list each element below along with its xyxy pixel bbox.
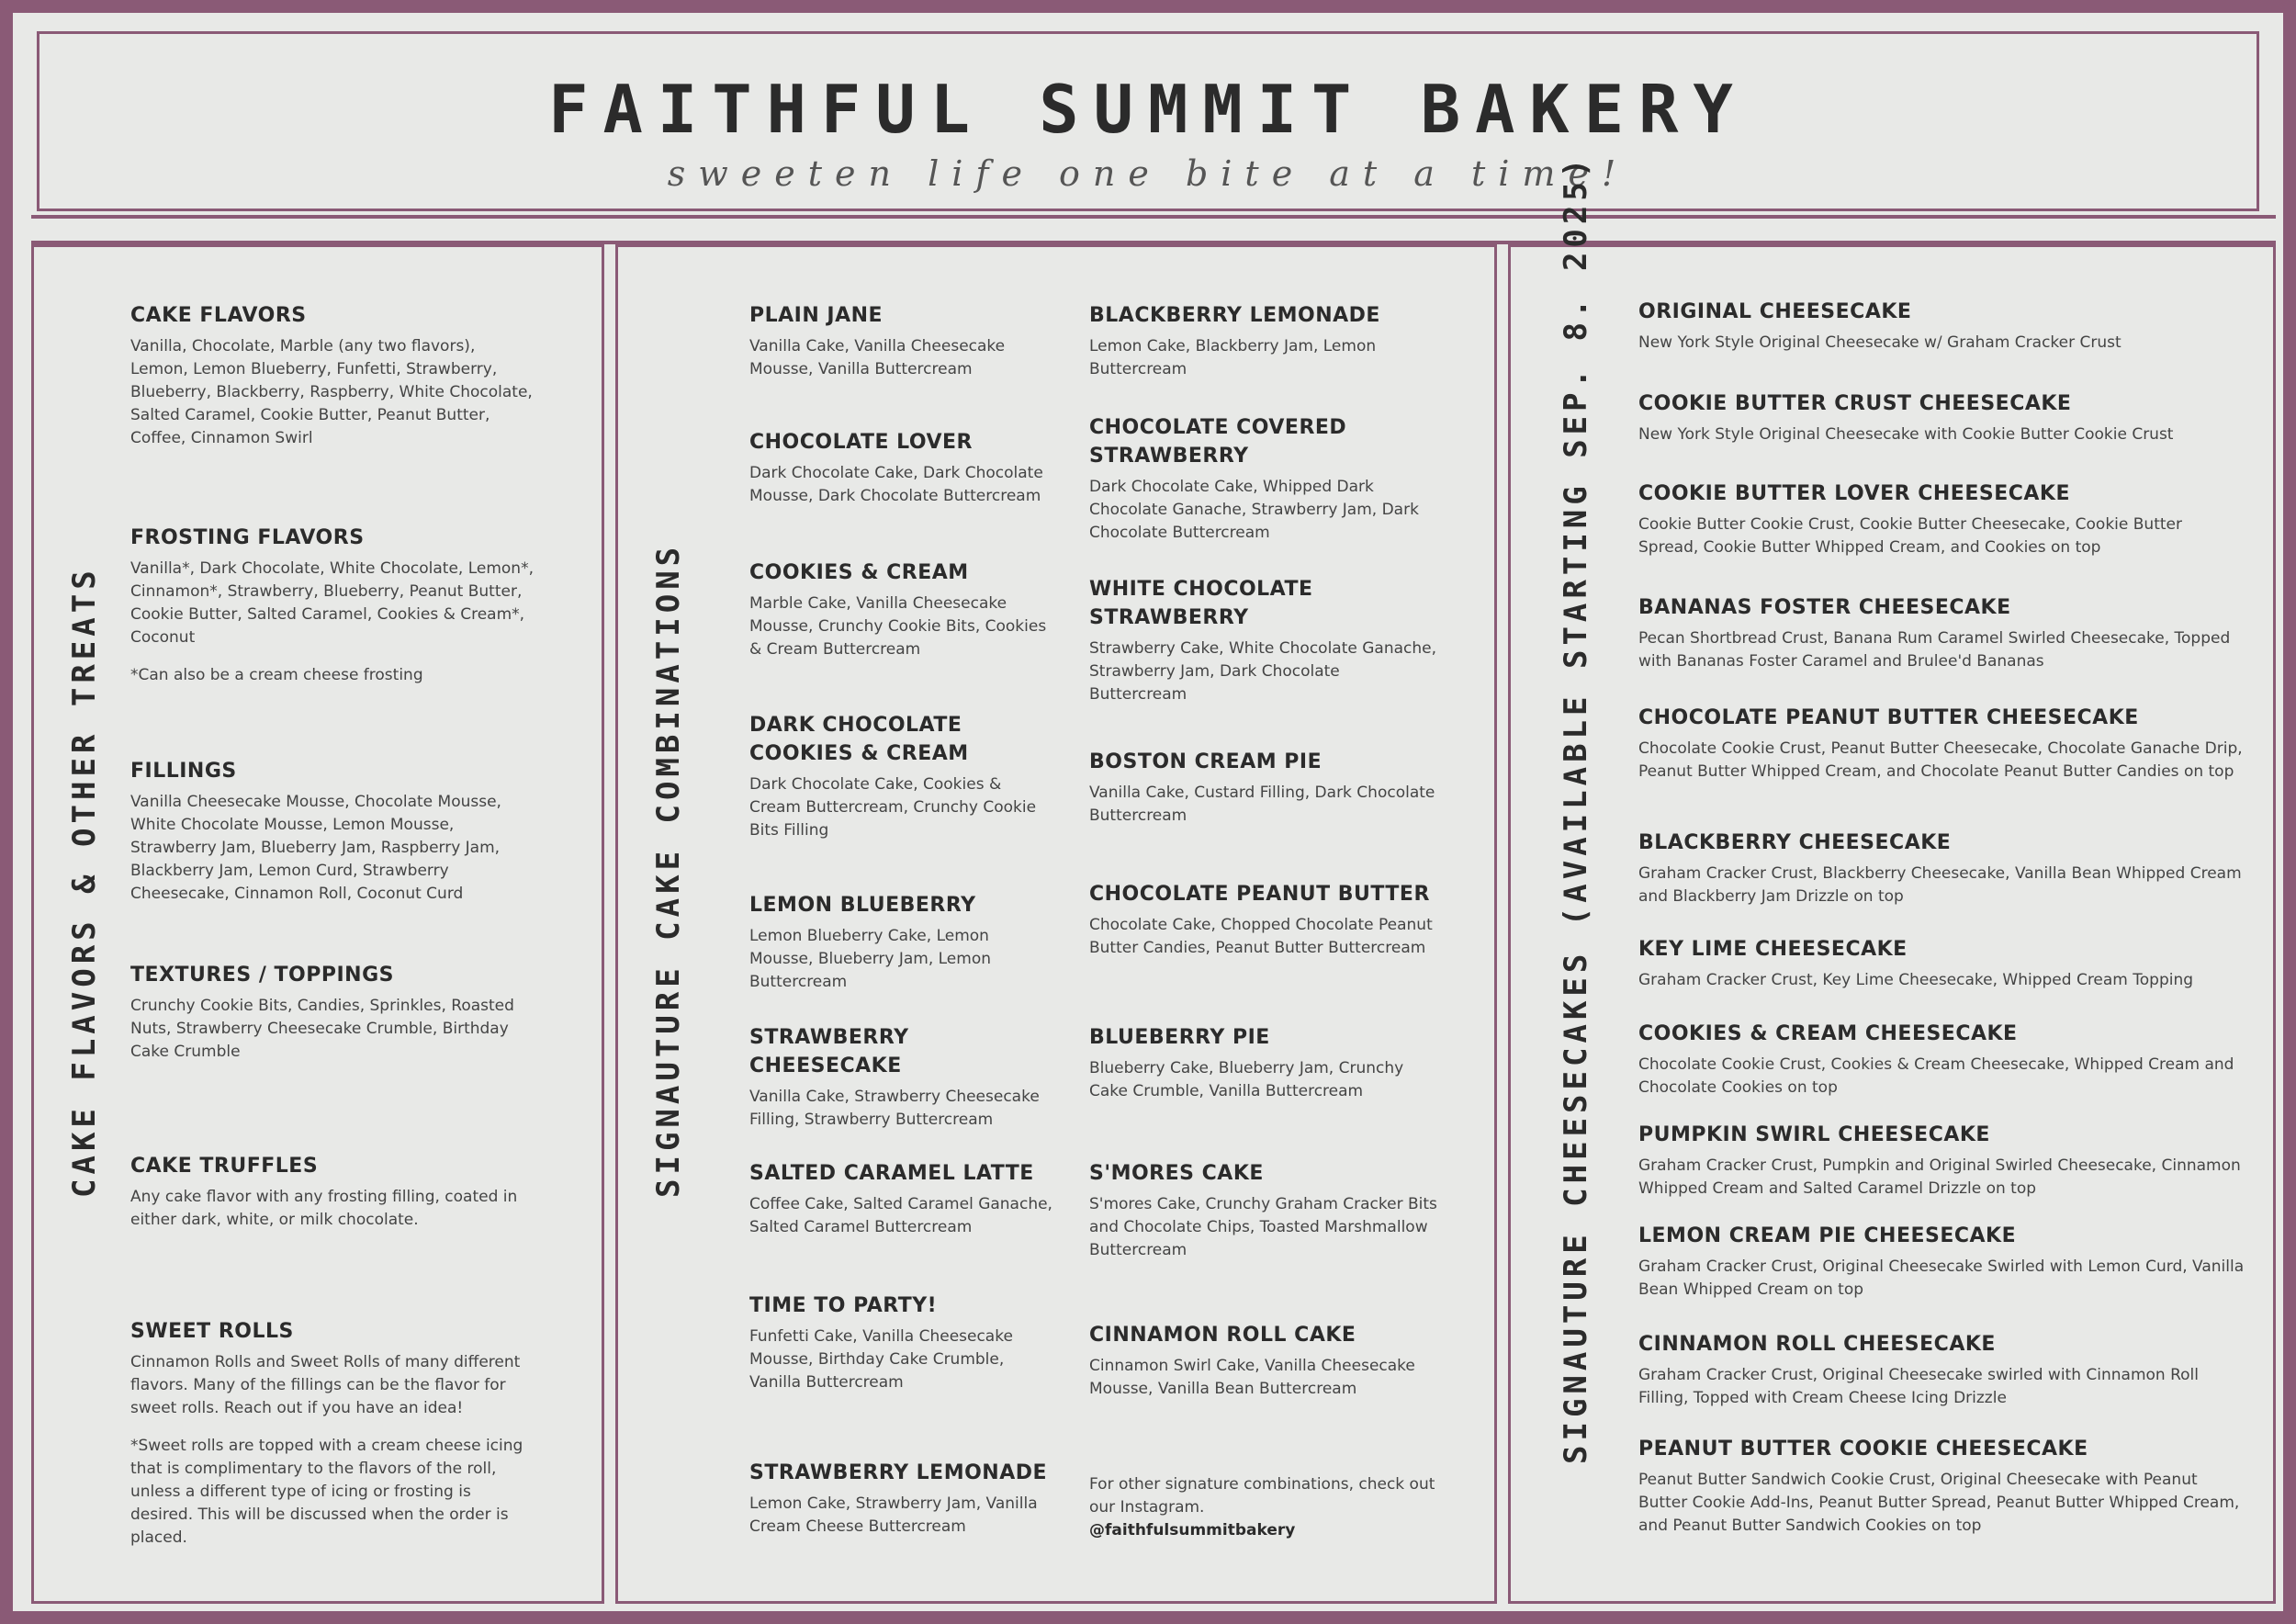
cake-desc: Vanilla Cake, Custard Filling, Dark Chocolate Buttercream [1089, 784, 1435, 825]
section-text: Vanilla, Chocolate, Marble (any two flavors), Lemon, Lemon Blueberry, Funfetti, Strawberry, Blueberry, Blackberry, Raspberry, White Chocolate, Salted Caramel, Cookie Butter, Peanut Butter, Coffee, Cinnamon Swirl [130, 337, 533, 447]
cheesecake-name: PEANUT BUTTER COOKIE CHEESECAKE [1638, 1438, 2088, 1460]
vertical-title-cheesecakes: SIGNAUTURE CHEESECAKES (AVAILABLE STARTING SEP. 8. 2025) [1558, 153, 1594, 1464]
cake-item [749, 711, 1052, 842]
cake-desc: Vanilla Cake, Vanilla Cheesecake Mousse, Vanilla Buttercream [749, 337, 1006, 378]
cake-name: LEMON BLUEBERRY [749, 894, 976, 917]
cheesecake-name: BLACKBERRY CHEESECAKE [1638, 831, 1952, 854]
cake-item [1089, 301, 1438, 381]
cake-desc: Blueberry Cake, Blueberry Jam, Crunchy Cake Crumble, Vanilla Buttercream [1089, 1059, 1404, 1100]
instagram-note [1089, 1473, 1438, 1542]
instagram-handle[interactable]: @faithfulsummitbakery [1089, 1521, 1296, 1539]
cheesecake-name: KEY LIME CHEESECAKE [1638, 938, 1908, 961]
cheesecake-name: CINNAMON ROLL CHEESECAKE [1638, 1333, 1996, 1356]
cake-item [1089, 880, 1438, 960]
section-cake-truffles [130, 1152, 535, 1232]
cheesecake-desc: Chocolate Cookie Crust, Peanut Butter Cheesecake, Chocolate Ganache Drip, Peanut Butter Whipped Cream, and Chocolate Peanut Butter Candies on top [1638, 739, 2243, 781]
cake-name: S'MORES CAKE [1089, 1162, 1264, 1185]
cake-name: PLAIN JANE [749, 304, 884, 327]
section-fillings [130, 757, 535, 906]
cake-desc: Dark Chocolate Cake, Dark Chocolate Mousse, Dark Chocolate Buttercream [749, 464, 1043, 505]
menu-sheet [13, 13, 2283, 1611]
cheesecake-desc: Graham Cracker Crust, Pumpkin and Original Swirled Cheesecake, Cinnamon Whipped Cream and Salted Caramel Drizzle on top [1638, 1156, 2241, 1198]
cheesecake-name: LEMON CREAM PIE CHEESECAKE [1638, 1224, 2017, 1247]
cake-name: CHOCOLATE PEANUT BUTTER [1089, 883, 1430, 906]
cheesecake-item [1638, 298, 2245, 355]
header-box [37, 31, 2259, 211]
cake-name: DARK CHOCOLATE COOKIES & CREAM [749, 714, 969, 765]
cheesecake-item [1638, 479, 2245, 559]
cheesecake-desc: Graham Cracker Crust, Blackberry Cheesecake, Vanilla Bean Whipped Cream and Blackberry Jam Drizzle on top [1638, 864, 2242, 906]
cake-name: SALTED CARAMEL LATTE [749, 1162, 1034, 1185]
vertical-title-cake-flavors: CAKE FLAVORS & OTHER TREATS [66, 566, 103, 1198]
section-note: *Can also be a cream cheese frosting [130, 666, 423, 684]
cake-desc: Coffee Cake, Salted Caramel Ganache, Salted Caramel Buttercream [749, 1195, 1052, 1236]
cake-name: CINNAMON ROLL CAKE [1089, 1324, 1356, 1347]
cheesecake-name: COOKIE BUTTER LOVER CHEESECAKE [1638, 482, 2070, 505]
cake-desc: Dark Chocolate Cake, Cookies & Cream Buttercream, Crunchy Cookie Bits Filling [749, 775, 1037, 840]
cake-item [1089, 575, 1438, 706]
section-text: Crunchy Cookie Bits, Candies, Sprinkles, Roasted Nuts, Strawberry Cheesecake Crumble, Birthday Cake Crumble [130, 997, 514, 1061]
cake-name: BLACKBERRY LEMONADE [1089, 304, 1380, 327]
cheesecake-name: BANANAS FOSTER CHEESECAKE [1638, 596, 2011, 619]
cake-item [749, 1159, 1052, 1239]
section-frosting-flavors [130, 524, 535, 687]
section-heading: FILLINGS [130, 760, 237, 783]
cake-desc: Lemon Blueberry Cake, Lemon Mousse, Blueberry Jam, Lemon Buttercream [749, 927, 992, 991]
cheesecake-desc: Cookie Butter Cookie Crust, Cookie Butter Cheesecake, Cookie Butter Spread, Cookie Butter Whipped Cream, and Cookies on top [1638, 515, 2182, 557]
section-textures [130, 961, 535, 1064]
cheesecake-name: COOKIES & CREAM CHEESECAKE [1638, 1022, 2018, 1045]
cake-item [749, 558, 1052, 661]
section-heading: TEXTURES / TOPPINGS [130, 964, 394, 987]
cheesecake-item [1638, 1121, 2245, 1201]
cake-item [1089, 748, 1438, 828]
cheesecake-desc: Graham Cracker Crust, Original Cheesecake Swirled with Lemon Curd, Vanilla Bean Whipped Cream on top [1638, 1257, 2245, 1299]
cake-item [749, 1023, 1052, 1132]
cake-desc: Vanilla Cake, Strawberry Cheesecake Filling, Strawberry Buttercream [749, 1088, 1040, 1129]
cake-item [749, 891, 1052, 994]
section-text: Vanilla Cheesecake Mousse, Chocolate Mousse, White Chocolate Mousse, Lemon Mousse, Strawberry Jam, Blueberry Jam, Raspberry Jam, Blackberry Jam, Lemon Curd, Strawberry Cheesecake, Cinnamon Roll, Coconut Curd [130, 793, 501, 903]
cheesecake-item [1638, 935, 2245, 992]
section-cake-flavors [130, 301, 535, 450]
cake-name: WHITE CHOCOLATE STRAWBERRY [1089, 578, 1313, 629]
cake-desc: Cinnamon Swirl Cake, Vanilla Cheesecake Mousse, Vanilla Bean Buttercream [1089, 1357, 1415, 1398]
cake-item [749, 1291, 1052, 1394]
cake-name: BOSTON CREAM PIE [1089, 750, 1322, 773]
instagram-note-text: For other signature combinations, check out our Instagram. [1089, 1475, 1435, 1517]
cheesecake-item [1638, 1222, 2245, 1302]
cake-name: BLUEBERRY PIE [1089, 1026, 1270, 1049]
cake-desc: Funfetti Cake, Vanilla Cheesecake Mousse, Birthday Cake Crumble, Vanilla Buttercream [749, 1327, 1013, 1392]
cheesecake-name: CHOCOLATE PEANUT BUTTER CHEESECAKE [1638, 706, 2139, 729]
vertical-title-signature-cakes: SIGNAUTURE CAKE COMBINATIONS [650, 542, 687, 1198]
cheesecake-item [1638, 1020, 2245, 1100]
section-text: Any cake flavor with any frosting filling, coated in either dark, white, or milk chocolate. [130, 1188, 518, 1229]
cake-desc: Chocolate Cake, Chopped Chocolate Peanut Butter Candies, Peanut Butter Buttercream [1089, 916, 1433, 957]
cheesecake-desc: Chocolate Cookie Crust, Cookies & Cream Cheesecake, Whipped Cream and Chocolate Cookies on top [1638, 1055, 2234, 1097]
section-heading: FROSTING FLAVORS [130, 526, 365, 549]
section-heading: CAKE TRUFFLES [130, 1155, 319, 1178]
cheesecake-name: ORIGINAL CHEESECAKE [1638, 300, 1912, 323]
cheesecake-desc: Graham Cracker Crust, Key Lime Cheesecake, Whipped Cream Topping [1638, 971, 2194, 989]
section-sweet-rolls [130, 1317, 535, 1550]
cheesecake-item [1638, 1330, 2245, 1410]
cheesecake-item [1638, 389, 2245, 446]
cheesecake-desc: Pecan Shortbread Crust, Banana Rum Caramel Swirled Cheesecake, Topped with Bananas Foster Caramel and Brulee'd Bananas [1638, 629, 2231, 671]
cake-name: STRAWBERRY CHEESECAKE [749, 1026, 909, 1077]
page-title: FAITHFUL SUMMIT BAKERY [548, 71, 1748, 148]
cake-name: CHOCOLATE COVERED STRAWBERRY [1089, 416, 1347, 468]
cheesecake-item [1638, 1435, 2245, 1538]
cheesecake-item [1638, 829, 2245, 908]
cake-name: TIME TO PARTY! [749, 1294, 938, 1317]
cheesecake-item [1638, 704, 2245, 784]
cake-item [749, 1459, 1052, 1539]
divider-top [31, 215, 2276, 219]
cheesecake-desc: Peanut Butter Sandwich Cookie Crust, Original Cheesecake with Peanut Butter Cookie Add-Ins, Peanut Butter Spread, Peanut Butter Whipped Cream, and Peanut Butter Sandwich Cookies on top [1638, 1471, 2240, 1535]
cake-name: STRAWBERRY LEMONADE [749, 1461, 1048, 1484]
section-heading: SWEET ROLLS [130, 1320, 294, 1343]
cake-desc: S'mores Cake, Crunchy Graham Cracker Bits and Chocolate Chips, Toasted Marshmallow Buttercream [1089, 1195, 1437, 1259]
cheesecake-desc: New York Style Original Cheesecake w/ Graham Cracker Crust [1638, 333, 2122, 352]
cake-item [749, 301, 1052, 381]
cake-desc: Lemon Cake, Strawberry Jam, Vanilla Cream Cheese Buttercream [749, 1494, 1038, 1536]
cake-item [1089, 1023, 1438, 1103]
cheesecake-desc: New York Style Original Cheesecake with Cookie Butter Cookie Crust [1638, 425, 2174, 444]
section-text: Cinnamon Rolls and Sweet Rolls of many different flavors. Many of the fillings can be the flavor for sweet rolls. Reach out if you have an idea! [130, 1353, 521, 1417]
section-text: Vanilla*, Dark Chocolate, White Chocolate, Lemon*, Cinnamon*, Strawberry, Blueberry, Peanut Butter, Cookie Butter, Salted Caramel, Cookies & Cream*, Coconut [130, 559, 534, 647]
cake-name: CHOCOLATE LOVER [749, 431, 973, 454]
cake-desc: Strawberry Cake, White Chocolate Ganache, Strawberry Jam, Dark Chocolate Buttercream [1089, 639, 1437, 704]
cheesecake-name: PUMPKIN SWIRL CHEESECAKE [1638, 1123, 1990, 1146]
cake-item [1089, 413, 1438, 545]
section-heading: CAKE FLAVORS [130, 304, 307, 327]
cake-item [1089, 1159, 1438, 1262]
section-note: *Sweet rolls are topped with a cream cheese icing that is complimentary to the flavors of the roll, unless a different type of icing or frosting is desired. This will be discussed when the order is placed. [130, 1437, 523, 1547]
tagline: sweeten life one bite at a time! [667, 153, 1629, 194]
cake-desc: Dark Chocolate Cake, Whipped Dark Chocolate Ganache, Strawberry Jam, Dark Chocolate Buttercream [1089, 478, 1419, 542]
cake-item [749, 428, 1052, 508]
cheesecake-name: COOKIE BUTTER CRUST CHEESECAKE [1638, 392, 2072, 415]
cake-item [1089, 1321, 1438, 1401]
cake-name: COOKIES & CREAM [749, 561, 969, 584]
cake-desc: Lemon Cake, Blackberry Jam, Lemon Buttercream [1089, 337, 1377, 378]
cheesecake-item [1638, 593, 2245, 673]
cake-desc: Marble Cake, Vanilla Cheesecake Mousse, Crunchy Cookie Bits, Cookies & Cream Buttercream [749, 594, 1047, 659]
cheesecake-desc: Graham Cracker Crust, Original Cheesecake swirled with Cinnamon Roll Filling, Topped with Cream Cheese Icing Drizzle [1638, 1366, 2199, 1407]
